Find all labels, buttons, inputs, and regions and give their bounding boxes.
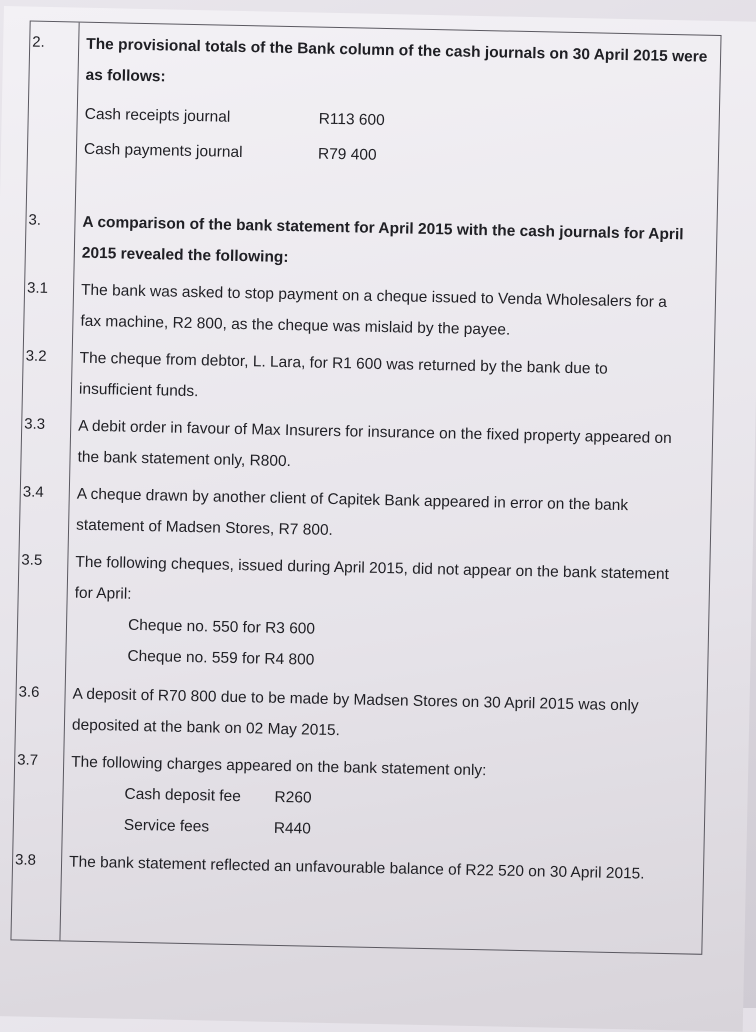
text-line: A debit order in favour of Max Insurers for insurance on the fixed property appeared on	[78, 417, 672, 448]
text-line: deposited at the bank on 02 May 2015.	[71, 716, 341, 740]
item-text	[79, 343, 704, 418]
item-3-7	[15, 751, 705, 838]
charge-amount: R260	[274, 788, 312, 807]
question-3	[27, 211, 717, 267]
text-line: The following charges appeared on the bank statement only:	[71, 753, 487, 780]
item-number: 3.5	[21, 551, 43, 569]
text-line: A comparison of the bank statement for April 2015 with the cash journals for April	[82, 213, 684, 244]
text-line: 2015 revealed the following:	[81, 244, 289, 267]
item-text	[69, 847, 694, 891]
item-number: 3.3	[24, 415, 46, 433]
charge-amount: R440	[273, 819, 312, 838]
item-3-4	[21, 483, 711, 539]
item-3-8	[13, 851, 703, 883]
text-line: statement of Madsen Stores, R7 800.	[75, 516, 334, 539]
text-line: the bank statement only, R800.	[77, 448, 292, 471]
text-line: The cheque from debtor, L. Lara, for R1 600 was returned by the bank due to	[79, 349, 608, 378]
item-3-5	[20, 551, 710, 669]
item-3-2	[24, 347, 714, 401]
item-number: 3.6	[18, 683, 40, 701]
item-number: 3.8	[14, 851, 37, 869]
item-3-1	[25, 279, 715, 339]
item-text	[70, 747, 696, 853]
charge-label: Cash deposit fee	[124, 785, 242, 806]
item-3-6	[17, 683, 707, 740]
text-line: insufficient funds.	[78, 380, 199, 401]
question-number: 2.	[32, 33, 45, 51]
item-number: 3.4	[22, 483, 44, 501]
cheque-line: Cheque no. 550 for R3 600	[127, 616, 316, 638]
text-line: fax machine, R2 800, as the cheque was mislaid by the payee.	[80, 312, 511, 339]
text-line: A deposit of R70 800 due to be made by Madsen Stores on 30 April 2015 was only	[72, 685, 639, 715]
text-line: The following cheques, issued during April 2015, did not appear on the bank statement	[75, 553, 670, 584]
journal-amount: R113 600	[318, 110, 385, 129]
item-number: 3.1	[26, 279, 49, 297]
charge-label: Service fees	[123, 816, 210, 836]
questions-table	[10, 21, 721, 955]
question-2	[30, 33, 720, 164]
item-number: 3.7	[17, 751, 39, 769]
cheque-line: Cheque no. 559 for R4 800	[127, 647, 315, 669]
text-line: as follows:	[85, 66, 166, 86]
journal-label: Cash receipts journal	[84, 105, 231, 126]
journal-amount: R79 400	[317, 145, 377, 164]
item-number: 3.2	[25, 347, 47, 365]
text-line: The bank was asked to stop payment on a cheque issued to Venda Wholesalers for a	[80, 281, 668, 311]
text-line: The bank statement reflected an unfavourable balance of R22 520 on 30 April 2015.	[68, 853, 645, 883]
item-3-3	[22, 415, 712, 471]
item-text	[77, 411, 702, 486]
question-number: 3.	[28, 211, 42, 229]
text-line: for April:	[74, 584, 132, 603]
question-text	[85, 29, 710, 104]
item-text	[72, 679, 697, 754]
item-text	[80, 275, 705, 350]
journal-label: Cash payments journal	[83, 140, 243, 162]
text-line: A cheque drawn by another client of Capitek Bank appeared in error on the bank	[76, 485, 629, 515]
item-text	[73, 547, 699, 684]
journal-totals	[84, 99, 709, 178]
text-line: The provisional totals of the Bank column of the cash journals on 30 April 2015 were	[86, 35, 708, 66]
item-text	[76, 479, 701, 554]
question-text	[82, 207, 707, 282]
document-page	[0, 6, 756, 1032]
